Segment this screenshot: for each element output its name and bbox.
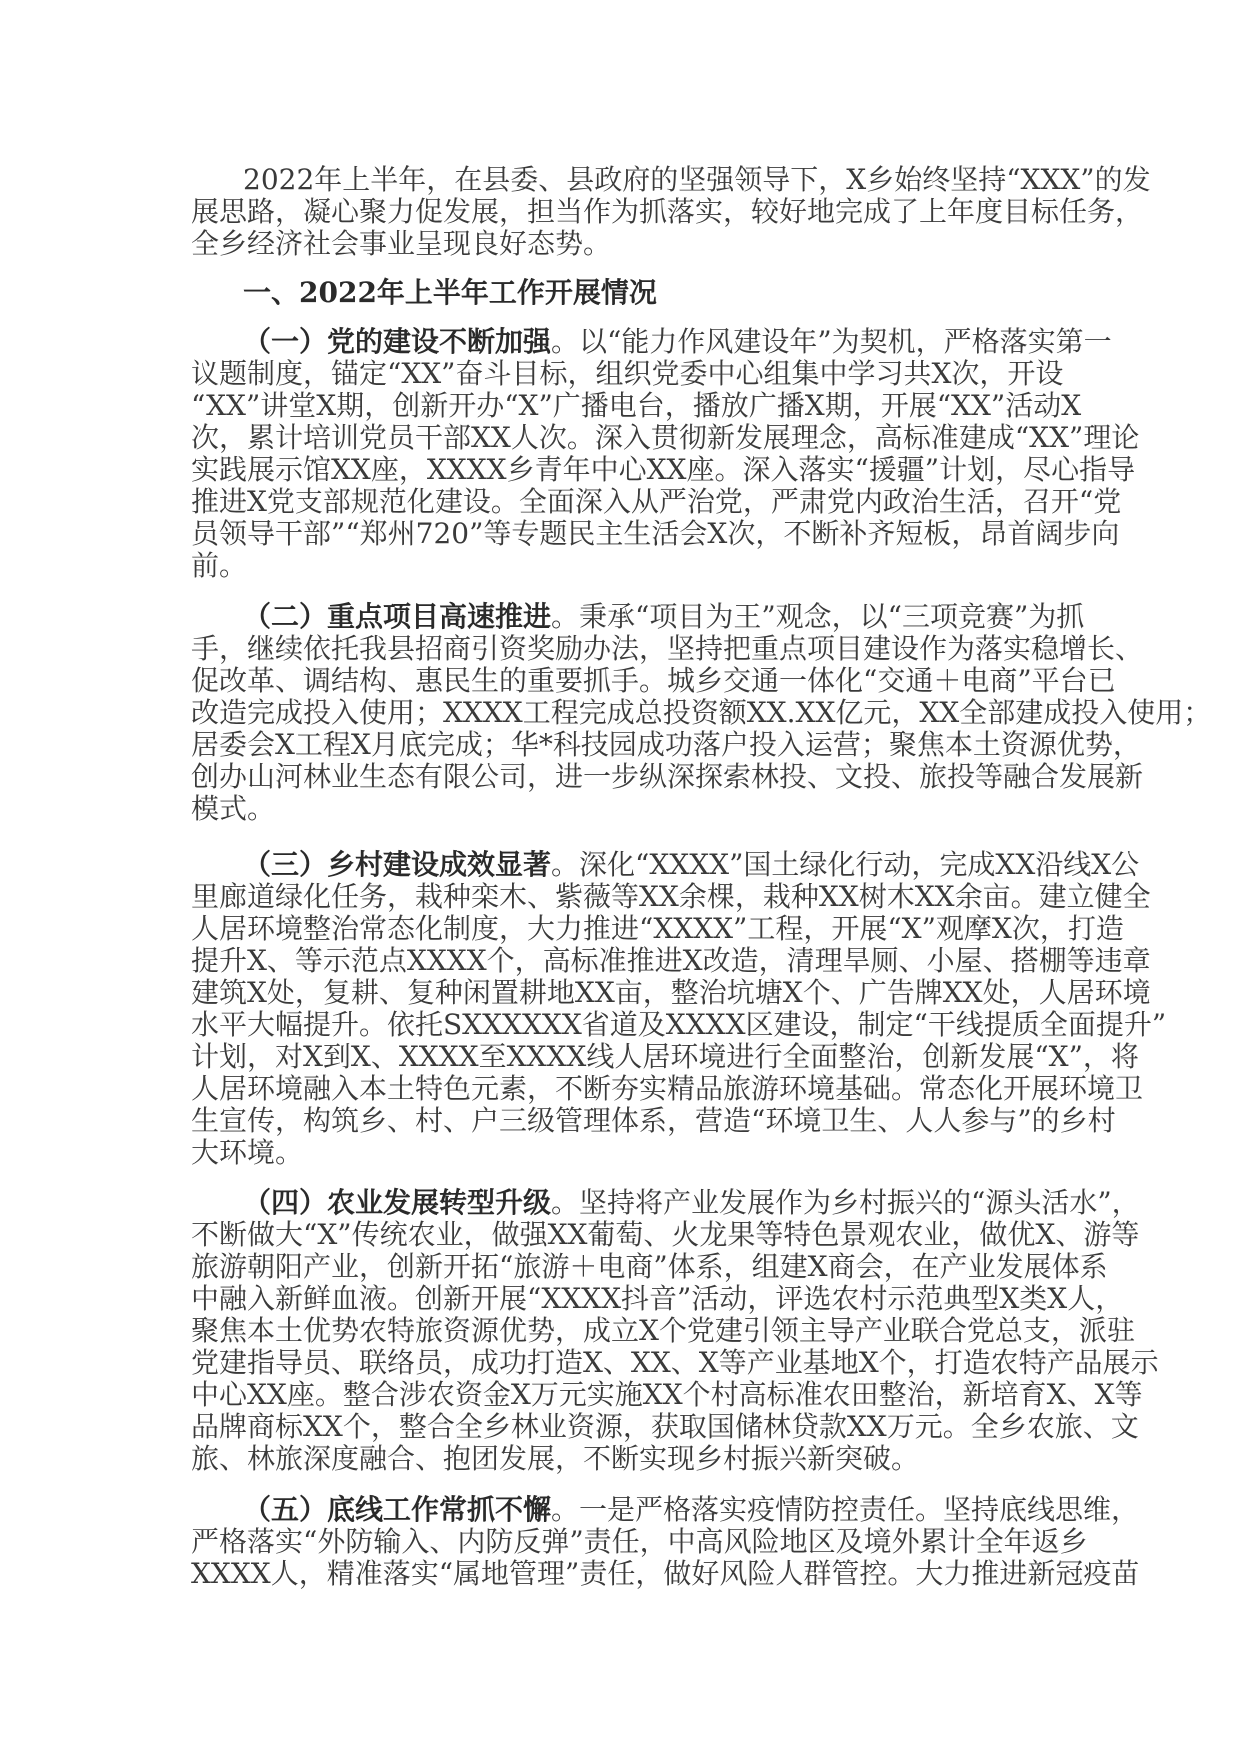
- paragraph-party-building: [191, 325, 1140, 582]
- paragraph-lead-title: （三）乡村建设成效显著: [243, 848, 552, 881]
- text-line: [243, 325, 1112, 358]
- section-heading: 一、2022年上半年工作开展情况: [243, 276, 657, 309]
- paragraph-text: 。一是严格落实疫情防控责任。坚持底线思维，: [551, 1493, 1140, 1526]
- paragraph-text: 。以“能力作风建设年”为契机，严格落实第一: [551, 325, 1112, 358]
- paragraph-rural-construction: [191, 848, 1167, 1169]
- text-line: 议题制度，锚定“XX”奋斗目标，组织党委中心组集中学习共X次，开设: [191, 357, 1064, 390]
- text-line: [243, 1493, 1140, 1526]
- text-line: 模式。: [191, 792, 276, 825]
- text-line: 人居环境整治常态化制度，大力推进“XXXX”工程，开展“X”观摩X次，打造: [191, 912, 1124, 945]
- text-line: 不断做大“X”传统农业，做强XX葡萄、火龙果等特色景观农业，做优X、游等: [191, 1218, 1140, 1251]
- text-line: 中融入新鲜血液。创新开展“XXXX抖音”活动，评选农村示范典型X类X人，: [191, 1282, 1124, 1315]
- intro-paragraph: [191, 163, 1151, 260]
- text-line: 改造完成投入使用；XXXX工程完成总投资额XX.XX亿元，XX全部建成投入使用；: [191, 696, 1212, 729]
- text-line: 展思路，凝心聚力促发展，担当作为抓落实，较好地完成了上年度目标任务，: [191, 195, 1144, 228]
- paragraph-bottom-line-work: [191, 1493, 1140, 1590]
- text-line: 推进X党支部规范化建设。全面深入从严治党，严肃党内政治生活，召开“党: [191, 485, 1122, 518]
- paragraph-lead-title: （一）党的建设不断加强: [243, 325, 552, 358]
- text-line: 建筑X处，复耕、复种闲置耕地XX亩，整治坑塘X个、广告牌XX处，人居环境: [191, 976, 1151, 1009]
- text-line: 次，累计培训党员干部XX人次。深入贯彻新发展理念，高标准建成“XX”理论: [191, 421, 1140, 454]
- paragraph-agriculture: [191, 1186, 1159, 1475]
- text-line: 里廊道绿化任务，栽种栾木、紫薇等XX余棵，栽种XX树木XX余亩。建立健全: [191, 880, 1151, 913]
- text-line: 人居环境融入本土特色元素，不断夯实精品旅游环境基础。常态化开展环境卫: [191, 1072, 1144, 1105]
- text-line: 生宣传，构筑乡、村、户三级管理体系，营造“环境卫生、人人参与”的乡村: [191, 1104, 1116, 1137]
- paragraph-lead-title: （四）农业发展转型升级: [243, 1186, 552, 1219]
- paragraph-lead-title: （二）重点项目高速推进: [243, 600, 552, 633]
- text-line: 品牌商标XX个，整合全乡林业资源，获取国储林贷款XX万元。全乡农旅、文: [191, 1410, 1139, 1443]
- text-line: 旅、林旅深度融合、抱团发展，不断实现乡村振兴新突破。: [191, 1442, 920, 1475]
- text-line: 水平大幅提升。依托SXXXXXX省道及XXXX区建设，制定“干线提质全面提升”: [191, 1008, 1167, 1041]
- paragraph-text: 。坚持将产业发展作为乡村振兴的“源头活水”，: [551, 1186, 1140, 1219]
- text-line: “XX”讲堂X期，创新开办“X”广播电台，播放广播X期，开展“XX”活动X: [191, 389, 1082, 422]
- text-line: 居委会X工程X月底完成；华*科技园成功落户投入运营；聚焦本土资源优势，: [191, 728, 1141, 761]
- text-line: 严格落实“外防输入、内防反弹”责任，中高风险地区及境外累计全年返乡: [191, 1525, 1088, 1558]
- text-line: 员领导干部”“郑州720”等专题民主生活会X次，不断补齐短板，昂首阔步向: [191, 517, 1120, 550]
- text-line: [243, 848, 1140, 881]
- paragraph-lead-title: （五）底线工作常抓不懈: [243, 1493, 552, 1526]
- paragraph-text: 。秉承“项目为王”观念，以“三项竞赛”为抓: [551, 600, 1085, 633]
- text-line: 创办山河林业生态有限公司，进一步纵深探索林投、文投、旅投等融合发展新: [191, 760, 1144, 793]
- text-line: 旅游朝阳产业，创新开拓“旅游＋电商”体系，组建X商会，在产业发展体系: [191, 1250, 1108, 1283]
- text-line: [243, 1186, 1140, 1219]
- text-line: 中心XX座。整合涉农资金X万元实施XX个村高标准农田整治，新培育X、X等: [191, 1378, 1143, 1411]
- text-line: 实践展示馆XX座，XXXX乡青年中心XX座。深入落实“援疆”计划，尽心指导: [191, 453, 1136, 486]
- text-line: 全乡经济社会事业呈现良好态势。: [191, 227, 612, 260]
- text-line: [243, 600, 1085, 633]
- text-line: XXXX人，精准落实“属地管理”责任，做好风险人群管控。大力推进新冠疫苗: [191, 1557, 1140, 1590]
- text-line: 提升X、等示范点XXXX个，高标准推进X改造，清理旱厕、小屋、搭棚等违章: [191, 944, 1151, 977]
- text-line: 手，继续依托我县招商引资奖励办法，坚持把重点项目建设作为落实稳增长、: [191, 632, 1144, 665]
- text-line: 聚焦本土优势农特旅资源优势，成立X个党建引领主导产业联合党总支，派驻: [191, 1314, 1135, 1347]
- section-heading-block: [191, 277, 1057, 309]
- paragraph-text: 。深化“XXXX”国土绿化行动，完成XX沿线X公: [551, 848, 1140, 881]
- text-line: 大环境。: [191, 1136, 304, 1169]
- paragraph-key-projects: [191, 600, 1212, 825]
- text-line: 党建指导员、联络员，成功打造X、XX、X等产业基地X个，打造农特产品展示: [191, 1346, 1159, 1379]
- text-line: 计划，对X到X、XXXX至XXXX线人居环境进行全面整治，创新发展“X”，将: [191, 1040, 1139, 1073]
- text-line: 2022年上半年，在县委、县政府的坚强领导下，X乡始终坚持“XXX”的发: [243, 163, 1151, 196]
- text-line: 前。: [191, 549, 248, 582]
- text-line: 促改革、调结构、惠民生的重要抓手。城乡交通一体化“交通＋电商”平台已: [191, 664, 1116, 697]
